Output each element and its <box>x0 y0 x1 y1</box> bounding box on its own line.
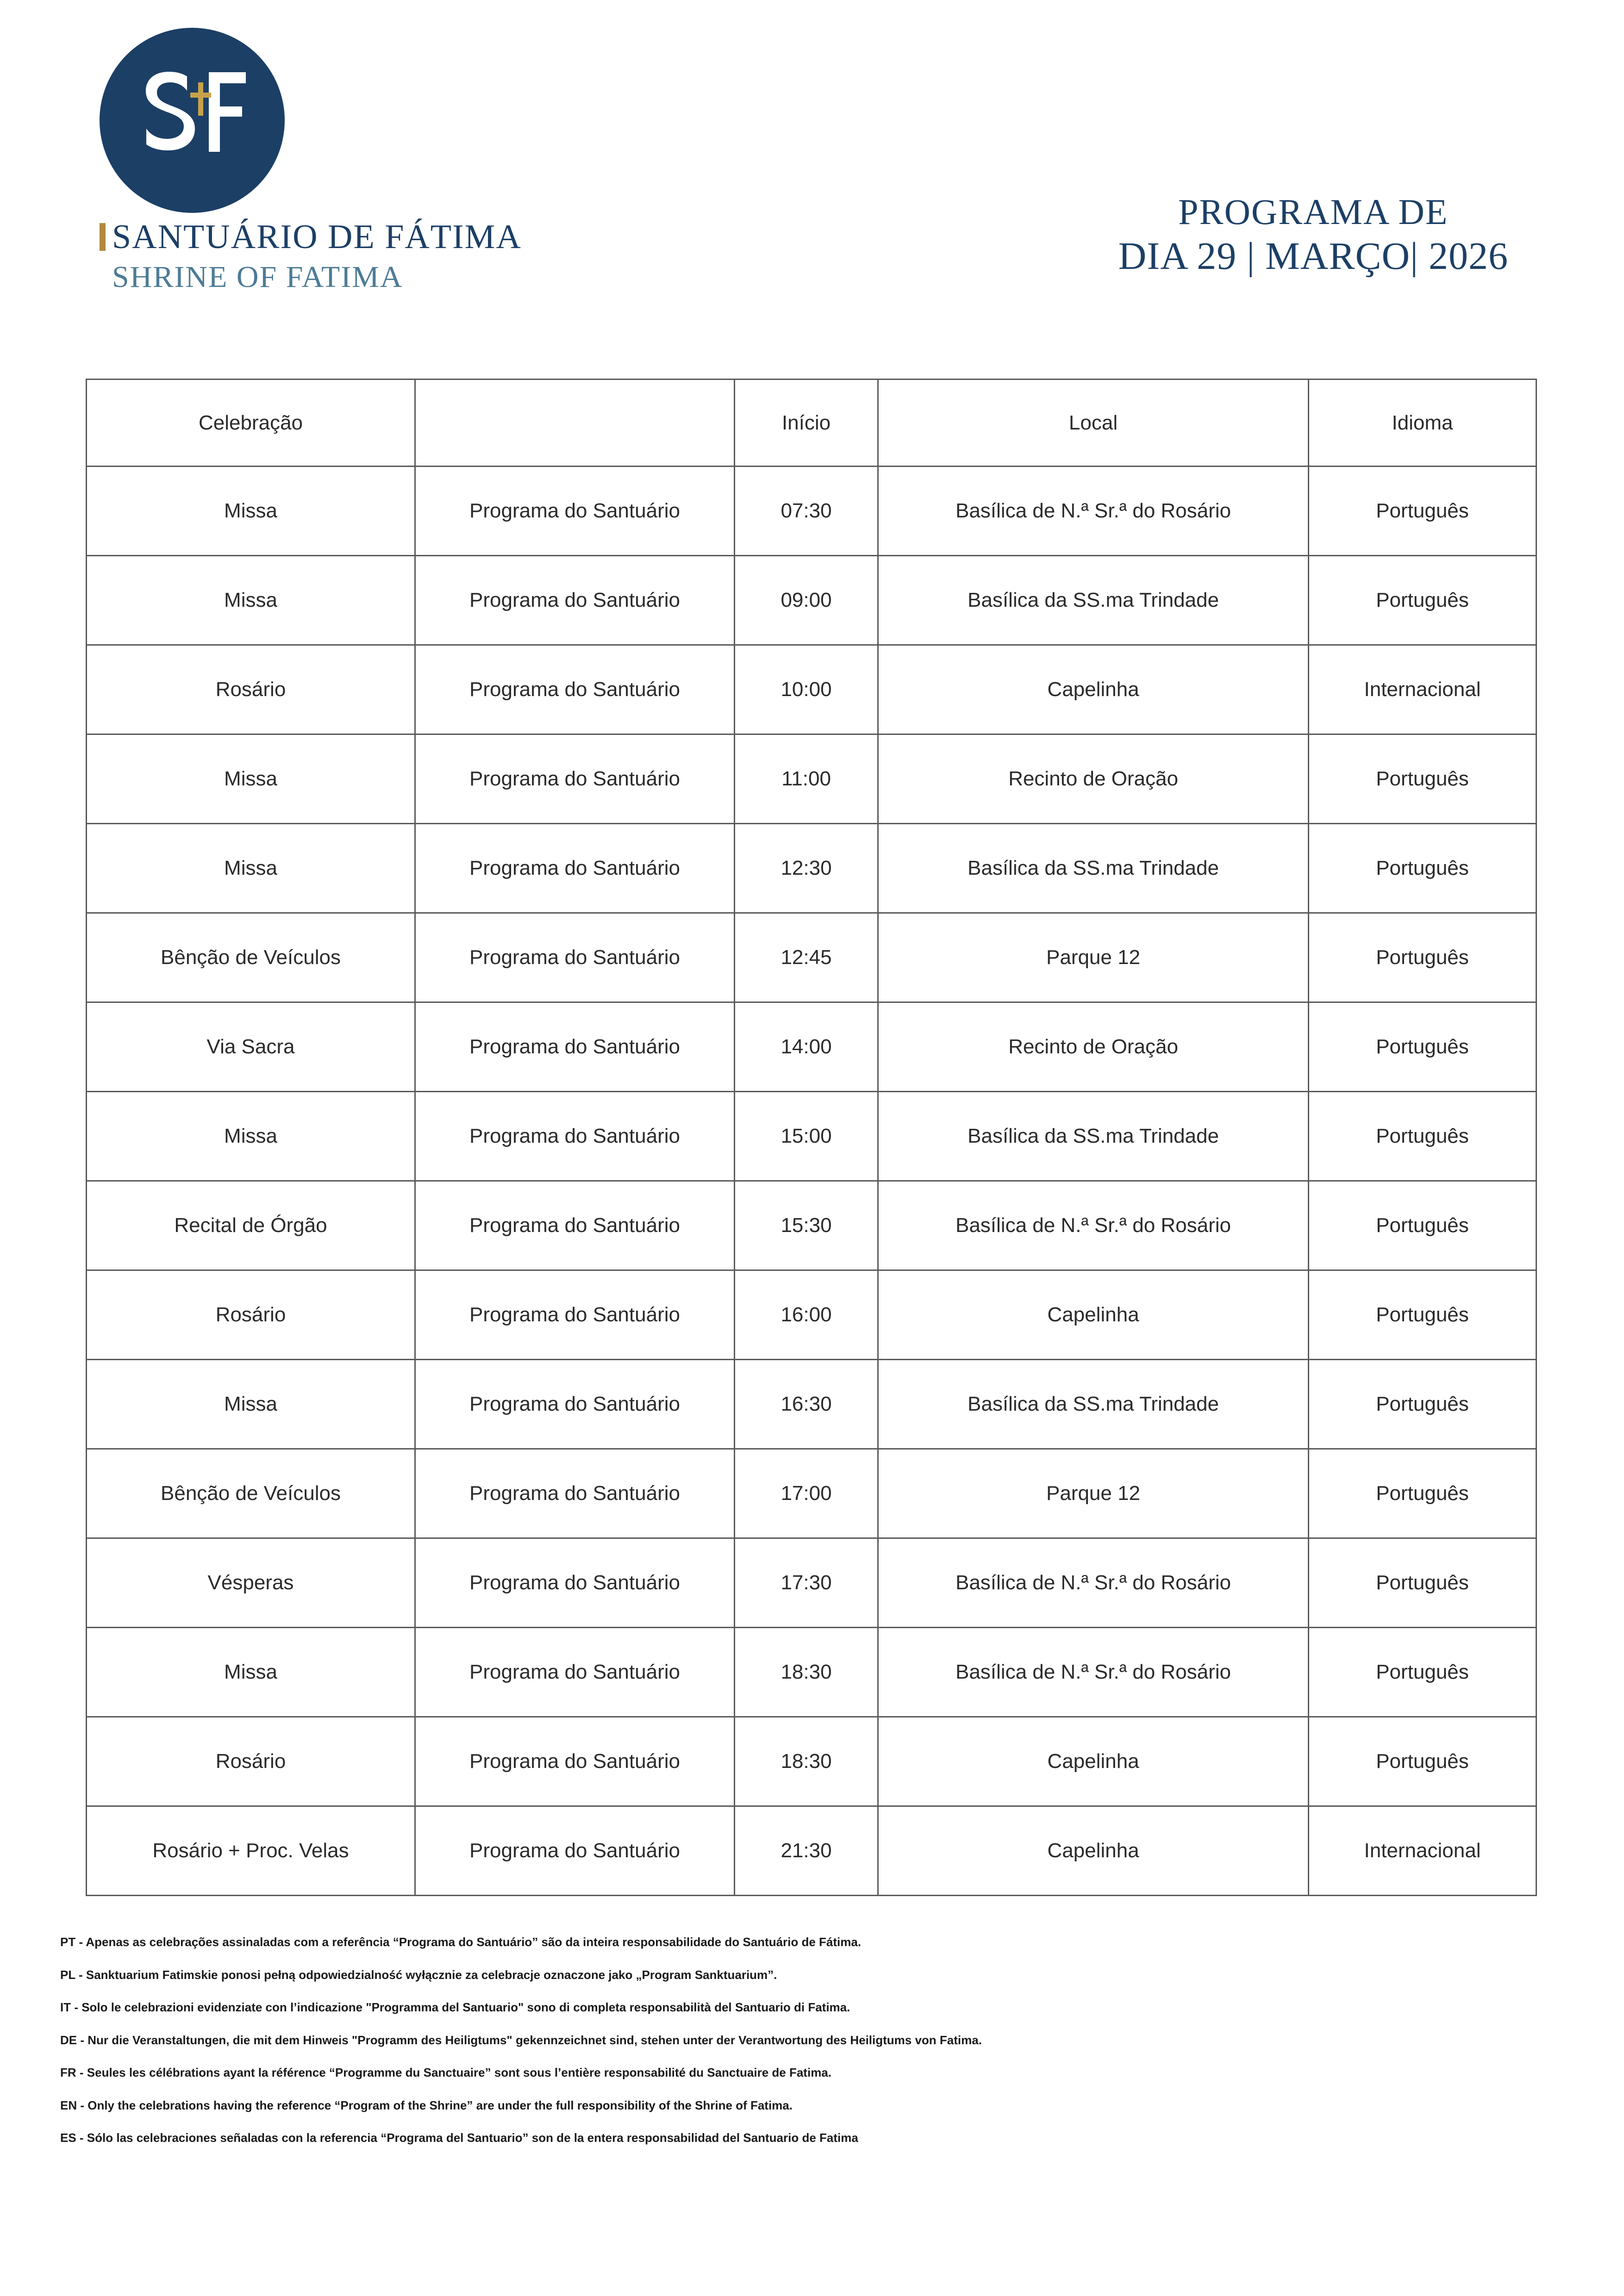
footnote-de: DE - Nur die Veranstaltungen, die mit dem Hinweis "Programm des Heiligtums" gekennzeichnet sind, stehen unter der Verantwortung des Heiligtums von Fatima. <box>60 2033 982 2047</box>
column-header-local: Local <box>878 380 1309 467</box>
table-row <box>87 1181 1537 1270</box>
cell-idioma: Português <box>1309 1717 1537 1806</box>
table-row <box>87 1628 1537 1717</box>
table-row <box>87 467 1537 556</box>
table-row <box>87 1806 1537 1896</box>
table-row <box>87 824 1537 913</box>
cell-inicio: 16:00 <box>735 1270 878 1360</box>
table-row <box>87 1360 1537 1449</box>
cell-celebracao: Rosário <box>87 1270 415 1360</box>
cell-inicio: 12:30 <box>735 824 878 913</box>
table-row <box>87 1002 1537 1092</box>
cell-celebracao: Missa <box>87 1628 415 1717</box>
cell-idioma: Português <box>1309 1538 1537 1628</box>
cell-celebracao: Missa <box>87 467 415 556</box>
cell-programa: Programa do Santuário <box>415 1538 735 1628</box>
brand-names <box>100 218 734 295</box>
cell-local: Recinto de Oração <box>878 1002 1309 1092</box>
column-header-idioma: Idioma <box>1309 380 1537 467</box>
cell-celebracao: Missa <box>87 1092 415 1181</box>
footnote-pl: PL - Sanktuarium Fatimskie ponosi pełną odpowiedzialność wyłącznie za celebracje oznaczone jako „Program Sanktuarium”. <box>60 1967 777 1982</box>
table-row <box>87 1449 1537 1538</box>
cell-local: Capelinha <box>878 645 1309 734</box>
cell-inicio: 11:00 <box>735 734 878 824</box>
cell-local: Basílica da SS.ma Trindade <box>878 1360 1309 1449</box>
cell-programa: Programa do Santuário <box>415 1360 735 1449</box>
cell-inicio: 15:30 <box>735 1181 878 1270</box>
cell-idioma: Internacional <box>1309 645 1537 734</box>
cell-inicio: 12:45 <box>735 913 878 1002</box>
cell-celebracao: Bênção de Veículos <box>87 1449 415 1538</box>
cell-local: Capelinha <box>878 1717 1309 1806</box>
cell-idioma: Português <box>1309 1002 1537 1092</box>
brand-accent-bar <box>100 223 106 251</box>
cell-local: Capelinha <box>878 1806 1309 1896</box>
cell-celebracao: Rosário <box>87 1717 415 1806</box>
cell-inicio: 10:00 <box>735 645 878 734</box>
cell-celebracao: Recital de Órgão <box>87 1181 415 1270</box>
cell-programa: Programa do Santuário <box>415 734 735 824</box>
cell-local: Basílica de N.ª Sr.ª do Rosário <box>878 1181 1309 1270</box>
cell-celebracao: Via Sacra <box>87 1002 415 1092</box>
footnote-es: ES - Sólo las celebraciones señaladas con la referencia “Programa del Santuario” son de la entera responsabilidad del Santuario de Fatima <box>60 2131 858 2145</box>
cell-programa: Programa do Santuário <box>415 913 735 1002</box>
cell-local: Basílica da SS.ma Trindade <box>878 824 1309 913</box>
table-row <box>87 734 1537 824</box>
cell-inicio: 09:00 <box>735 556 878 645</box>
cell-idioma: Português <box>1309 1449 1537 1538</box>
cell-idioma: Português <box>1309 734 1537 824</box>
cell-idioma: Internacional <box>1309 1806 1537 1896</box>
footnote-en: EN - Only the celebrations having the reference “Program of the Shrine” are under the full responsibility of the Shrine of Fatima. <box>60 2098 793 2112</box>
cell-inicio: 16:30 <box>735 1360 878 1449</box>
cell-inicio: 17:00 <box>735 1449 878 1538</box>
cell-idioma: Português <box>1309 1181 1537 1270</box>
brand-name-pt: SANTUÁRIO DE FÁTIMA <box>112 218 522 256</box>
footnote-fr: FR - Seules les célébrations ayant la référence “Programme du Sanctuaire” sont sous l’entière responsabilité du Sanctuaire de Fatima. <box>60 2066 831 2079</box>
footnote-pt: PT - Apenas as celebrações assinaladas com a referência “Programa do Santuário” são da inteira responsabilidade do Santuário de Fátima. <box>60 1935 862 1949</box>
cell-local: Capelinha <box>878 1270 1309 1360</box>
cell-celebracao: Vésperas <box>87 1538 415 1628</box>
cell-inicio: 21:30 <box>735 1806 878 1896</box>
cell-programa: Programa do Santuário <box>415 1002 735 1092</box>
cell-inicio: 07:30 <box>735 467 878 556</box>
cell-celebracao: Missa <box>87 824 415 913</box>
cell-idioma: Português <box>1309 1360 1537 1449</box>
column-header-programa <box>415 380 735 467</box>
table-row <box>87 1538 1537 1628</box>
cell-local: Basílica da SS.ma Trindade <box>878 1092 1309 1181</box>
cell-programa: Programa do Santuário <box>415 467 735 556</box>
cell-local: Parque 12 <box>878 913 1309 1002</box>
cell-programa: Programa do Santuário <box>415 645 735 734</box>
cell-programa: Programa do Santuário <box>415 556 735 645</box>
cell-idioma: Português <box>1309 1092 1537 1181</box>
table-row <box>87 556 1537 645</box>
schedule-table-body <box>87 467 1537 1896</box>
column-header-inicio: Início <box>735 380 878 467</box>
table-row <box>87 1270 1537 1360</box>
cell-celebracao: Bênção de Veículos <box>87 913 415 1002</box>
footnotes <box>60 1935 1565 2163</box>
schedule-table-container <box>86 379 1536 1896</box>
shrine-logo <box>100 28 285 213</box>
cell-celebracao: Missa <box>87 734 415 824</box>
cell-local: Basílica da SS.ma Trindade <box>878 556 1309 645</box>
cell-celebracao: Rosário + Proc. Velas <box>87 1806 415 1896</box>
table-row <box>87 645 1537 734</box>
cell-idioma: Português <box>1309 824 1537 913</box>
cell-programa: Programa do Santuário <box>415 824 735 913</box>
table-row <box>87 913 1537 1002</box>
cell-local: Parque 12 <box>878 1449 1309 1538</box>
cell-programa: Programa do Santuário <box>415 1270 735 1360</box>
cell-programa: Programa do Santuário <box>415 1181 735 1270</box>
cell-idioma: Português <box>1309 1270 1537 1360</box>
column-header-celebracao: Celebração <box>87 380 415 467</box>
cell-programa: Programa do Santuário <box>415 1717 735 1806</box>
brand-name-en: SHRINE OF FATIMA <box>112 260 403 294</box>
table-row <box>87 1092 1537 1181</box>
footnote-it: IT - Solo le celebrazioni evidenziate con l’indicazione "Programma del Santuario" sono di completa responsabilità del Santuario di Fatima. <box>60 2000 850 2014</box>
table-header-row <box>87 380 1537 467</box>
cell-local: Recinto de Oração <box>878 734 1309 824</box>
cell-inicio: 14:00 <box>735 1002 878 1092</box>
cell-local: Basílica de N.ª Sr.ª do Rosário <box>878 1538 1309 1628</box>
cell-idioma: Português <box>1309 467 1537 556</box>
cell-idioma: Português <box>1309 556 1537 645</box>
cell-idioma: Português <box>1309 913 1537 1002</box>
table-row <box>87 1717 1537 1806</box>
cell-inicio: 18:30 <box>735 1628 878 1717</box>
cell-inicio: 18:30 <box>735 1717 878 1806</box>
document-header <box>0 0 1624 352</box>
brand-block <box>86 28 734 295</box>
cell-celebracao: Missa <box>87 556 415 645</box>
cell-programa: Programa do Santuário <box>415 1628 735 1717</box>
cell-programa: Programa do Santuário <box>415 1092 735 1181</box>
page-title-line1: PROGRAMA DE <box>1178 192 1449 232</box>
cell-inicio: 17:30 <box>735 1538 878 1628</box>
cell-celebracao: Rosário <box>87 645 415 734</box>
page-title <box>1118 192 1508 280</box>
cell-programa: Programa do Santuário <box>415 1449 735 1538</box>
cell-inicio: 15:00 <box>735 1092 878 1181</box>
cell-local: Basílica de N.ª Sr.ª do Rosário <box>878 467 1309 556</box>
cell-local: Basílica de N.ª Sr.ª do Rosário <box>878 1628 1309 1717</box>
cell-idioma: Português <box>1309 1628 1537 1717</box>
cell-programa: Programa do Santuário <box>415 1806 735 1896</box>
cell-celebracao: Missa <box>87 1360 415 1449</box>
page-title-line2: DIA 29 | MARÇO| 2026 <box>1118 234 1508 278</box>
logo-sf-monogram-icon <box>100 28 285 213</box>
schedule-table <box>86 379 1537 1896</box>
